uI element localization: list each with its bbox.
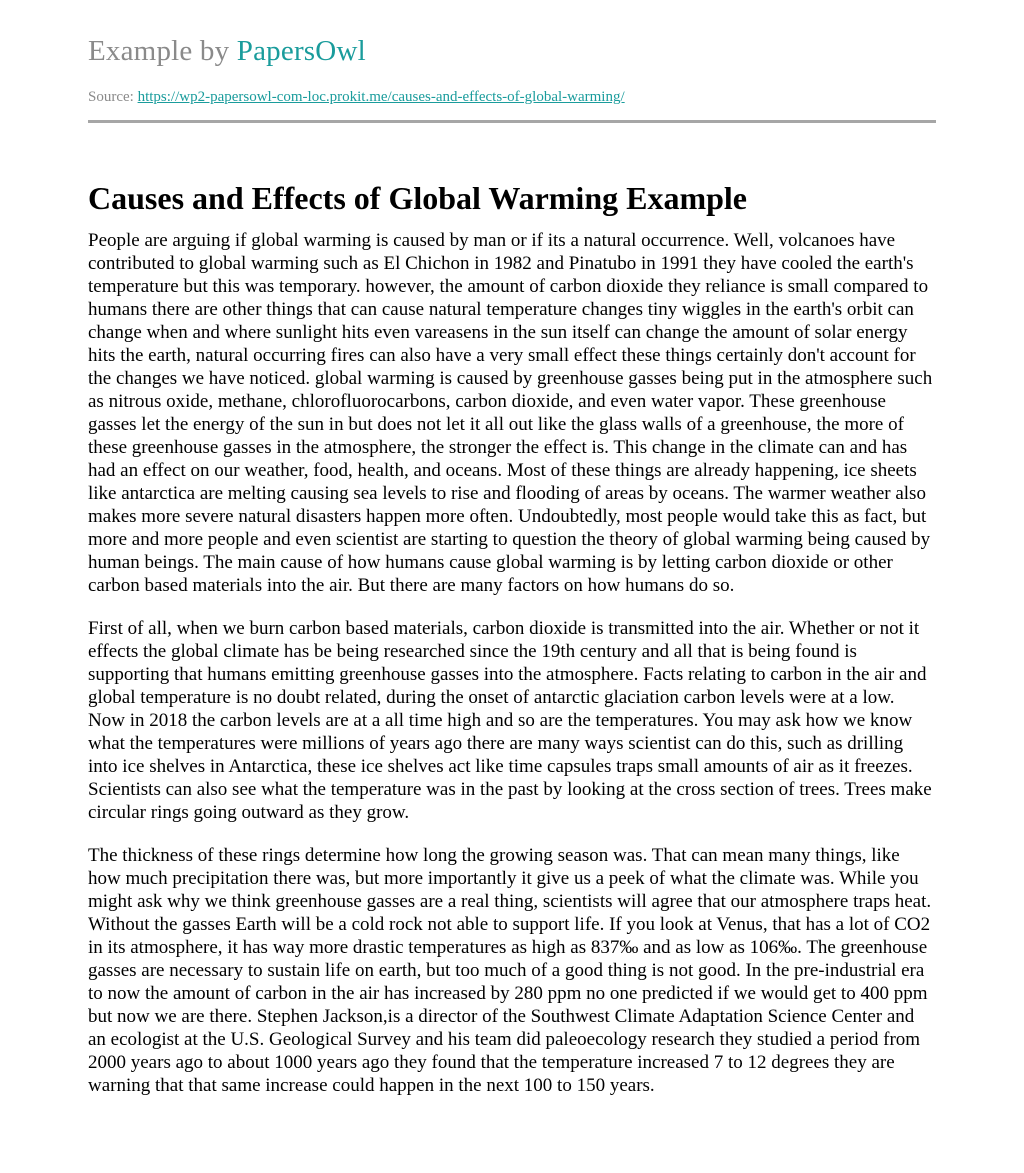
article-paragraph: The thickness of these rings determine how long the growing season was. That can mean many things, like how much precipitation there was, but more importantly it give us a peek of what the climate was. While you might ask why we think greenhouse gasses are a real thing, scientists will agree that our atmosphere traps heat. Without the gasses Earth will be a cold rock not able to support life. If you look at Venus, that has a lot of CO2 in its atmosphere, it has way more drastic temperatures as high as 837‰ and as low as 106‰. The greenhouse gasses are necessary to sustain life on earth, but too much of a good thing is not good. In the pre-industrial era to now the amount of carbon in the air has increased by 280 ppm no one predicted if we would get to 400 ppm but now we are there. Stephen Jackson,is a director of the Southwest Climate Adaptation Science Center and an ecologist at the U.S. Geological Survey and his team did paleoecology research they studied a period from 2000 years ago to about 1000 years ago they found that the temperature increased 7 to 12 degrees they are warning that that same increase could happen in the next 100 to 150 years. xyxy=(88,845,932,1096)
article-paragraph: First of all, when we burn carbon based materials, carbon dioxide is transmitted into the air. Whether or not it effects the global climate has be being researched since the 19th century and all that is being found is supporting that humans emitting greenhouse gasses into the atmosphere. Facts relating to carbon in the air and global temperature is no doubt related, during the onset of antarctic glaciation carbon levels were at a low. Now in 2018 the carbon levels are at a all time high and so are the temperatures. You may ask how we know what the temperatures were millions of years ago there are many ways scientist can do this, such as drilling into ice shelves in Antarctica, these ice shelves act like time capsules traps small amounts of air as it freezes. Scientists can also see what the temperature was in the past by looking at the cross section of trees. Trees make circular rings going outward as they grow. xyxy=(88,618,932,823)
article-body xyxy=(88,229,936,1097)
brand-prefix: Example by xyxy=(88,35,237,67)
source-line xyxy=(88,88,936,106)
article-title: Causes and Effects of Global Warming Example xyxy=(88,180,747,216)
document-page xyxy=(88,0,936,1117)
header-divider xyxy=(88,120,936,123)
article-paragraph: People are arguing if global warming is caused by man or if its a natural occurrence. Well, volcanoes have contributed to global warming such as El Chichon in 1982 and Pinatubo in 1991 they have cooled the earth's temperature but this was temporary. however, the amount of carbon dioxide they reliance is small compared to humans there are other things that can cause natural temperature changes tiny wiggles in the earth's orbit can change when and where sunlight hits even vareasens in the sun itself can change the amount of solar energy hits the earth, natural occurring fires can also have a very small effect these things certainly don't account for the changes we have noticed. global warming is caused by greenhouse gasses being put in the atmosphere such as nitrous oxide, methane, chlorofluorocarbons, carbon dioxide, and even water vapor. These greenhouse gasses let the energy of the sun in but does not let it all out like the glass walls of a greenhouse, the more of these greenhouse gasses in the atmosphere, the stronger the effect is. This change in the climate can and has had an effect on our weather, food, health, and oceans. Most of these things are already happening, ice sheets like antarctica are melting causing sea levels to rise and flooding of areas by oceans. The warmer weather also makes more severe natural disasters happen more often. Undoubtedly, most people would take this as fact, but more and more people and even scientist are starting to question the theory of global warming being caused by human beings. The main cause of how humans cause global warming is by letting carbon dioxide or other carbon based materials into the air. But there are many factors on how humans do so. xyxy=(88,230,933,596)
brand-name-link[interactable]: PapersOwl xyxy=(236,35,366,67)
source-link[interactable]: https://wp2-papersowl-com-loc.prokit.me/causes-and-effects-of-global-warming/ xyxy=(137,89,625,105)
source-label: Source: xyxy=(88,89,138,105)
brand-header xyxy=(88,34,936,68)
